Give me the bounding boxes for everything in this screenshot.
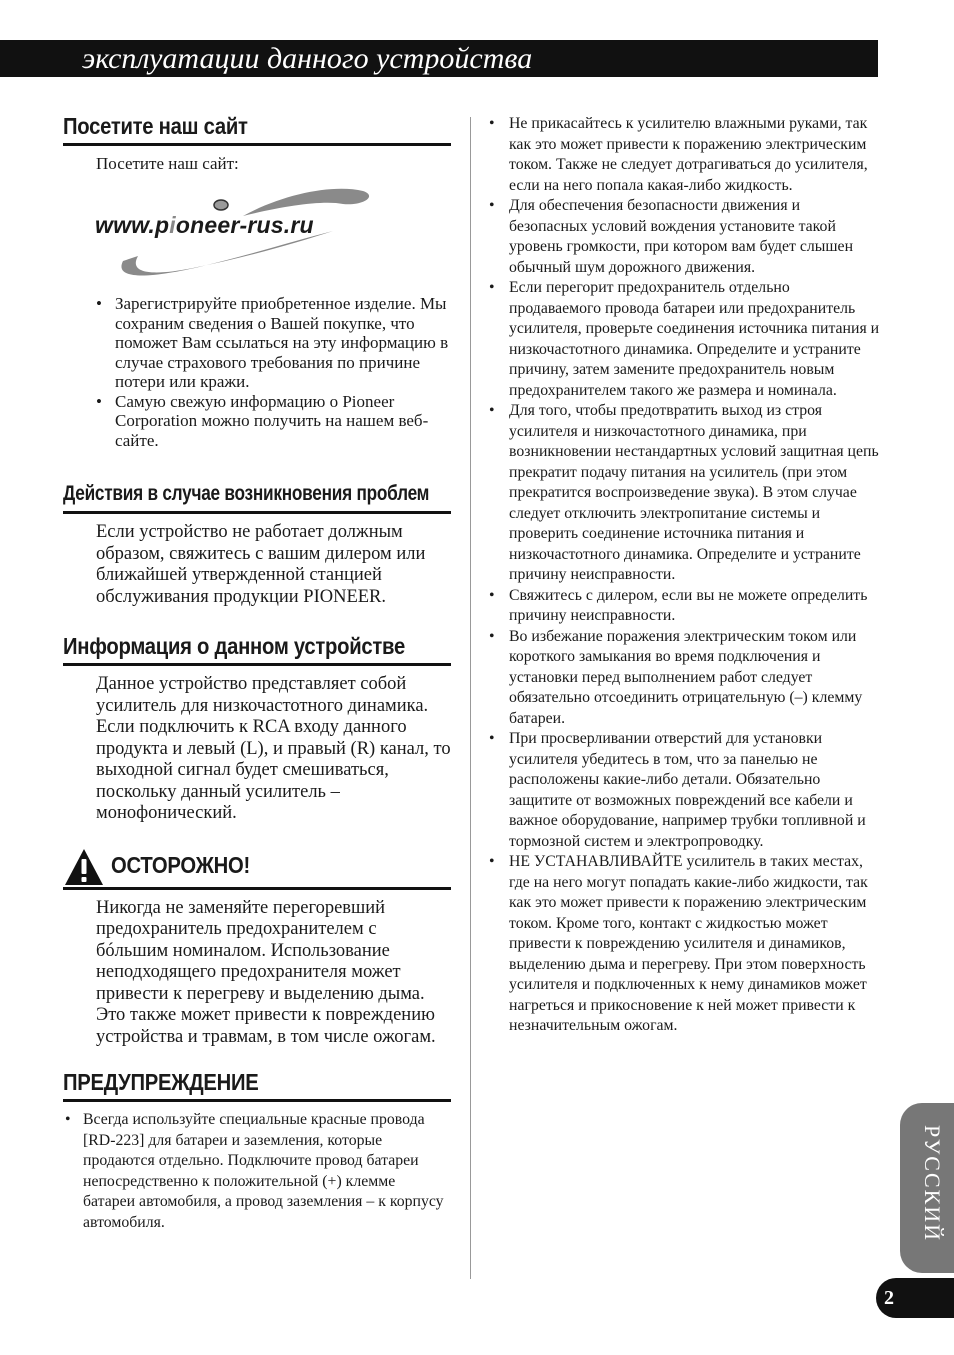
info-heading: Информация о данном устройстве [63, 633, 405, 659]
website-url [95, 212, 314, 239]
url-suffix: oneer-rus.ru [175, 212, 314, 238]
left-column [63, 112, 451, 1233]
problems-heading: Действия в случае возникновения проблем [63, 482, 430, 505]
list-item: • Свяжитесь с дилером, если вы не можете определить причину неисправности. [488, 586, 880, 627]
visit-heading: Посетите наш сайт [63, 113, 248, 139]
language-tab[interactable] [900, 1103, 954, 1273]
list-item: • При просверливании отверстий для установки усилителя убедитесь в том, что за панелью не расположены какие-либо детали. Обязательно защитите от возможных повреждений все кабели и важное оборудование, например трубки топливной и тормозной систем и электропроводку. [488, 729, 880, 852]
language-tab-label: РУССКИЙ [920, 1125, 945, 1243]
page-number-value: 2 [884, 1287, 894, 1309]
warning-heading: ПРЕДУПРЕЖДЕНИЕ [63, 1069, 259, 1095]
warning-bullets [63, 1110, 451, 1233]
problems-rule [63, 511, 451, 514]
caution-text: Никогда не заменяйте перегоревший предохранитель предохранителем с бóльшим номиналом. Использование неподходящего предохранителя может привести к перегреву и выделению дыма. Это также может привести к повреждению устройства и травмам, в том числе ожогам. [96, 897, 436, 1047]
column-divider [470, 117, 471, 1279]
list-item: • Не прикасайтесь к усилителю влажными руками, так как это может привести к поражению электрическим током. Также не следует дотрагиваться до усилителя, если на него попала какая-либо жидкость. [488, 114, 880, 196]
info-text: Данное устройство представляет собой усилитель для низкочастотного динамика. Если подключить к RCA входу данного продукта и левый (L), и правый (R) канал, то выходной сигнал будет смешиваться, поскольку данный усилитель – монофонический. [96, 674, 451, 823]
list-item: • Зарегистрируйте приобретенное изделие. Мы сохраним сведения о Вашей покупке, что поможет Вам ссылаться на эту информацию в случае страхового требования по причине потери или кражи. [63, 294, 451, 392]
problems-text: Если устройство не работает должным образом, свяжитесь с вашим дилером или ближайшей утвержденной станцией обслуживания продукции PIONEER. [96, 522, 426, 607]
visit-lead: Посетите наш сайт: [96, 154, 239, 173]
page-number [876, 1278, 954, 1318]
warning-triangle-icon [63, 847, 105, 887]
url-i: i [169, 212, 176, 238]
info-rule [63, 663, 451, 666]
list-item: • Если перегорит предохранитель отдельно продаваемого провода батареи или предохранитель усилителя, проверьте соединения источника питания и низкочастотного динамика. Определите и устраните причину, затем замените предохранитель новым предохранителем такого же размера и номинала. [488, 278, 880, 401]
list-item: • НЕ УСТАНАВЛИВАЙТЕ усилитель в таких местах, где на него могут попадать какие-либо жидкости, так как это может привести к поражению электрическим током. Кроме того, контакт с жидкостью может привести к повреждению усилителя и динамиков, выделению дыма и перегреву. При этом поверхность усилителя и подключенных к нему динамиков может нагреться и прикосновение к ней может привести к незначительным ожогам. [488, 852, 880, 1037]
visit-rule [63, 143, 451, 146]
url-prefix: www.p [95, 212, 170, 238]
pioneer-website-logo[interactable] [93, 186, 393, 282]
page-banner [0, 40, 878, 77]
right-bullets [488, 114, 880, 1037]
banner-title: эксплуатации данного устройства [82, 42, 533, 75]
right-column [488, 114, 880, 1037]
caution-heading: ОСТОРОЖНО! [111, 852, 250, 878]
list-item: • Самую свежую информацию о Pioneer Corporation можно получить на нашем веб-сайте. [63, 392, 451, 451]
list-item: • Всегда используйте специальные красные провода [RD-223] для батареи и заземления, которые продаются отдельно. Подключите провод батареи непосредственно к положительной (+) клемме батареи автомобиля, а провод заземления – к корпусу автомобиля. [63, 1110, 451, 1233]
list-item: • Во избежание поражения электрическим током или короткого замыкания во время подключения и установки перед выполнением работ следует обязательно отсоединить отрицательную (–) клемму батареи. [488, 627, 880, 730]
visit-bullets [63, 294, 451, 450]
list-item: • Для обеспечения безопасности движения и безопасных условий вождения установите такой уровень громкости, при котором вам будет слышен обычный шум дорожного движения. [488, 196, 880, 278]
caution-header [63, 847, 451, 887]
caution-rule [63, 887, 451, 890]
warning-rule [63, 1099, 451, 1102]
list-item: • Для того, чтобы предотвратить выход из строя усилителя и низкочастотного динамика, при возникновении нестандартных условий защитная цепь прекратит подачу питания на усилитель (при этом прекратится воспроизведение звука). В этом случае следует отключить электропитание системы и проверить соединение источника питания и низкочастотного динамика. Определите и устраните причину неисправности. [488, 401, 880, 586]
